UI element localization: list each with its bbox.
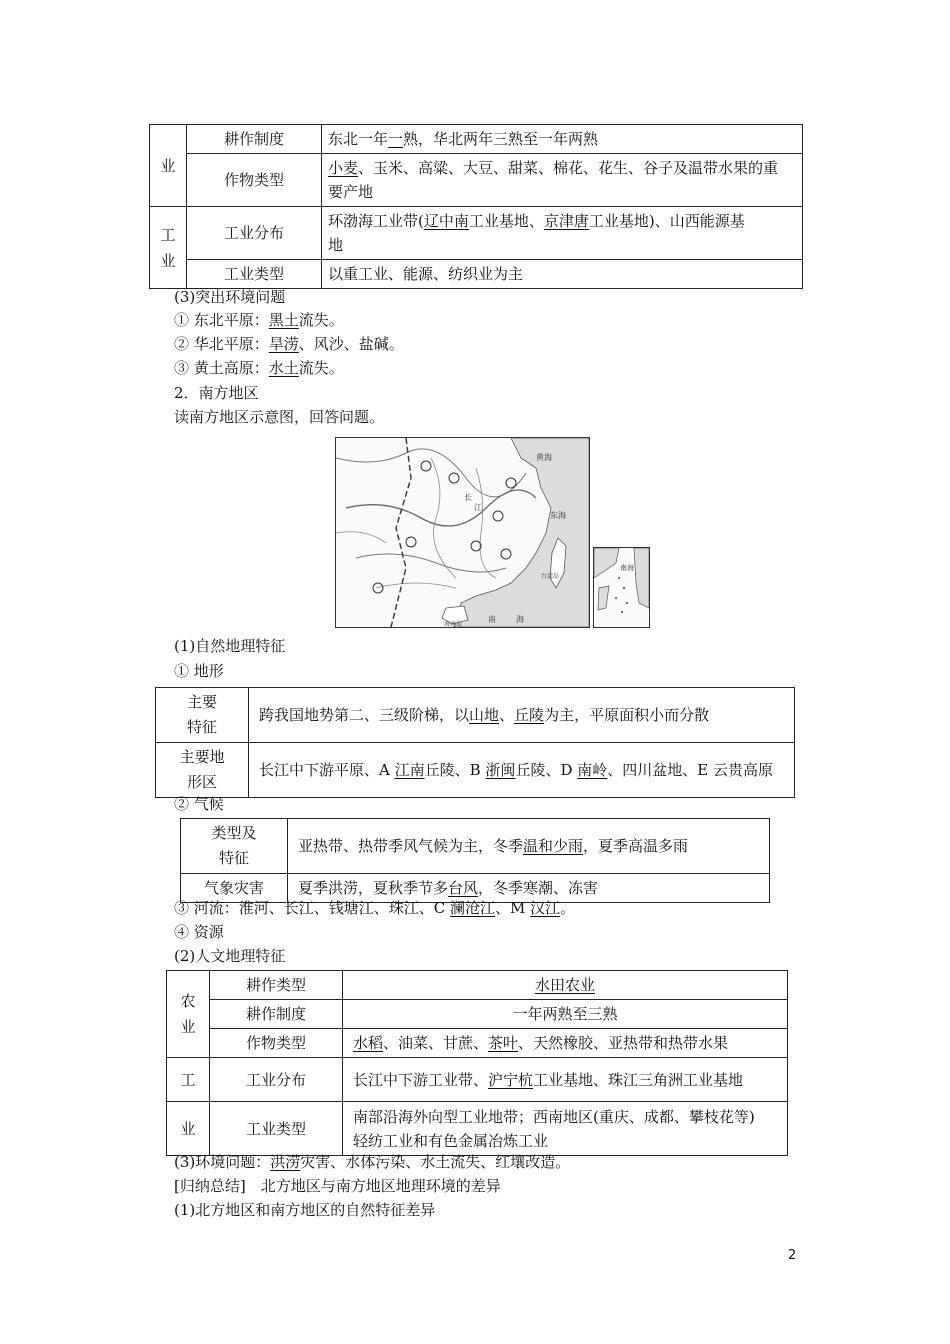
climate-table [180,818,770,903]
map-label-east-sea: 东海 [550,511,566,520]
climate-value-types: 亚热带、热带季风气候为主，冬季温和少雨，夏季高温多雨 [288,819,770,874]
natural-heading: (1)自然地理特征 [174,637,286,655]
key-industry-type: 工业类型 [187,260,322,289]
value-industry-type: 以重工业、能源、纺织业为主 [322,260,803,289]
human-category-industry-1: 工 [167,1058,210,1102]
south-region-map [335,437,590,628]
key-farming-system: 耕作制度 [187,125,322,154]
map-intro: 读南方地区示意图，回答问题。 [174,408,385,426]
climate-value-disasters: 夏季洪涝，夏秋季节多台风，冬季寒潮、冻害 [288,874,770,903]
value-industry-distribution: 环渤海工业带(辽中南工业基地、京津唐工业基地)、山西能源基 地 [322,207,803,260]
human-value-industry-type: 南部沿海外向型工业地带；西南地区(重庆、成都、攀枝花等) 轻纺工业和有色金属冶炼工业 [343,1102,788,1156]
map-label-taiwan: 台湾岛 [541,573,560,580]
human-value-crop-type: 水稻、油菜、甘蔗、茶叶、天然橡胶、亚热带和热带水果 [343,1029,788,1058]
climate-heading: ② 气候 [174,795,224,813]
human-key-farming-system: 耕作制度 [210,1000,343,1029]
value-crop-type: 小麦、玉米、高粱、大豆、甜菜、棉花、花生、谷子及温带水果的重 要产地 [322,154,803,207]
map-label-chang: 长 [464,493,472,502]
inset-label-south-sea: 南海 [620,564,634,572]
terrain-table [155,687,795,798]
key-industry-distribution: 工业分布 [187,207,322,260]
terrain-key-features: 主要特征 [156,688,249,743]
human-value-farming-system: 一年两熟至三熟 [343,1000,788,1029]
map-label-hai: 海 [516,615,524,624]
north-agri-industry-table [149,124,803,289]
south-sea-inset-drawing [594,548,649,627]
south-env-line: (3)环境问题：洪涝灾害、水体污染、水土流失、红壤改造。 [174,1153,571,1171]
env-item-2: ② 华北平原：旱涝、风沙、盐碱。 [174,335,404,353]
rivers-line: ③ 河流：淮河、长江、钱塘江、珠江、C 澜沧江、M 汉江。 [174,899,576,917]
key-crop-type: 作物类型 [187,154,322,207]
climate-key-disasters: 气象灾害 [181,874,288,903]
human-category-agri: 农业 [167,971,210,1058]
human-value-farming-type: 水田农业 [343,971,788,1000]
category-industry: 工业 [150,207,187,289]
map-label-nan: 南 [488,615,496,624]
env-item-3: ③ 黄土高原：水土流失。 [174,359,344,377]
summary-heading: [归纳总结] 北方地区与南方地区地理环境的差异 [174,1177,501,1195]
map-label-hainan: 海南岛 [444,621,463,627]
map-label-jiang: 江 [474,503,482,512]
terrain-heading: ① 地形 [174,662,224,680]
south-sea-inset-map [593,547,650,628]
human-key-farming-type: 耕作类型 [210,971,343,1000]
page-number: 2 [788,1248,797,1263]
human-category-industry-2: 业 [167,1102,210,1156]
diff-heading: (1)北方地区和南方地区的自然特征差异 [174,1201,436,1219]
terrain-value-regions: 长江中下游平原、A 江南丘陵、B 浙闽丘陵、D 南岭、四川盆地、E 云贵高原 [249,743,795,798]
human-value-industry-distribution: 长江中下游工业带、沪宁杭工业基地、珠江三角洲工业基地 [343,1058,788,1102]
human-table [166,970,788,1156]
value-farming-system: 东北一年一熟，华北两年三熟至一年两熟 [322,125,803,154]
human-key-industry-distribution: 工业分布 [210,1058,343,1102]
env-item-1: ① 东北平原：黑土流失。 [174,311,344,329]
climate-key-types: 类型及特征 [181,819,288,874]
resources-heading: ④ 资源 [174,923,224,941]
terrain-key-regions: 主要地形区 [156,743,249,798]
map-label-yellow-sea: 黄海 [536,453,552,462]
human-heading: (2)人文地理特征 [174,947,286,965]
south-region-map-drawing [336,438,589,627]
human-key-industry-type: 工业类型 [210,1102,343,1156]
env-heading: (3)突出环境问题 [174,288,286,306]
section-title-south: 2．南方地区 [174,384,259,402]
human-key-crop-type: 作物类型 [210,1029,343,1058]
category-agri: 业 [150,125,187,207]
terrain-value-features: 跨我国地势第二、三级阶梯，以山地、丘陵为主，平原面积小而分散 [249,688,795,743]
